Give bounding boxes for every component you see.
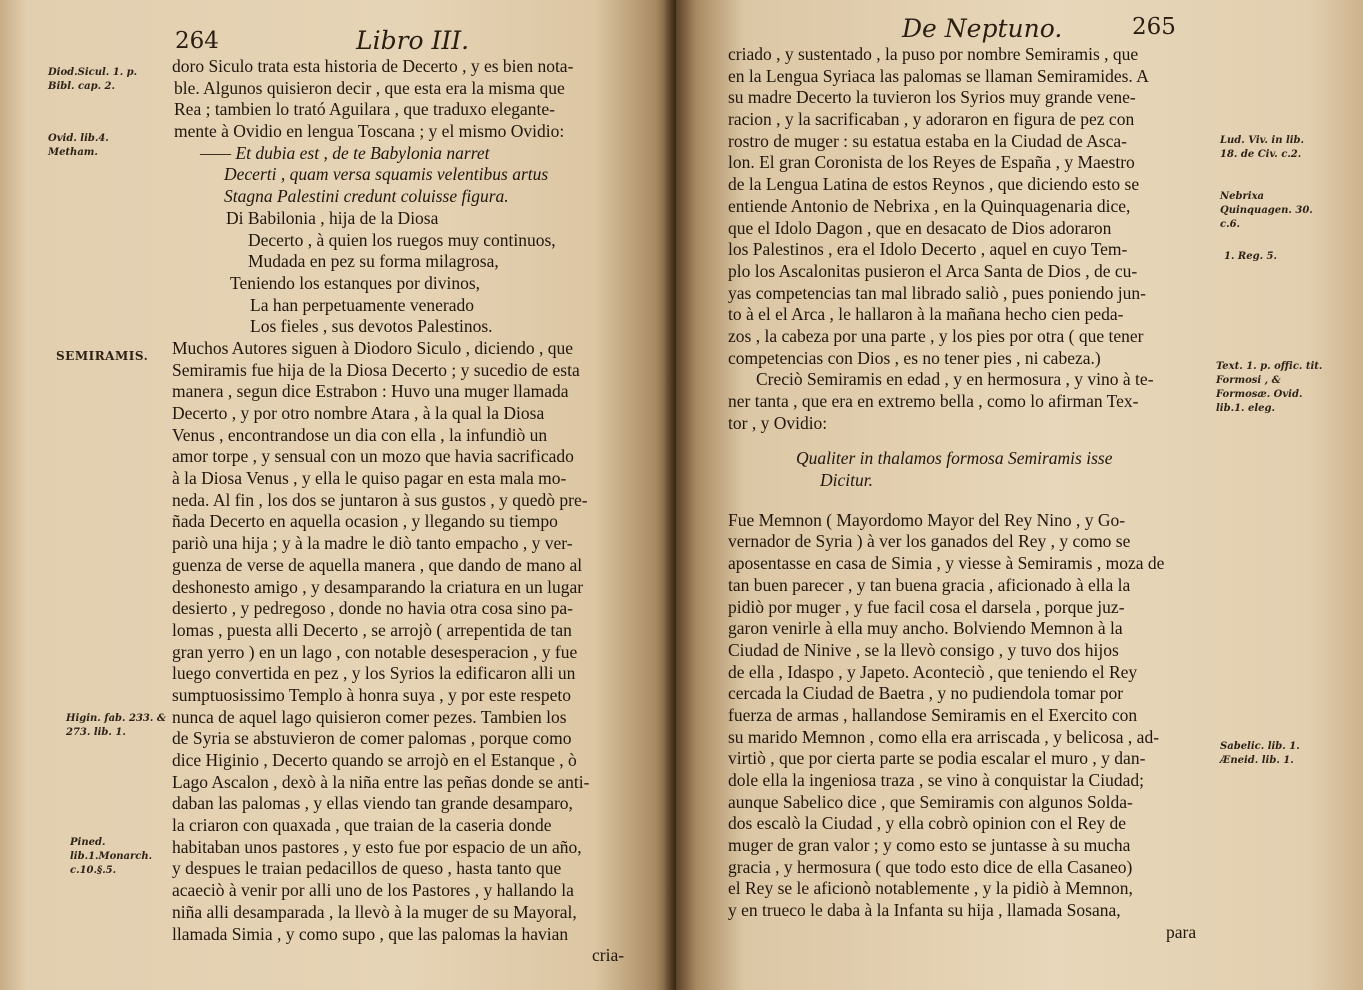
margin-note: Higin. fab. 233. & 273. lib. 1. [66,713,166,738]
text-line: competencias con Dios , es no tener pies , ni cabeza.) [728,347,1101,368]
text-line: su madre Decerto la tuvieron los Syrios muy grande vene- [728,87,1136,108]
margin-note: Nebrixa Quinquagen. 30. c.6. [1220,191,1313,230]
text-line: Fue Memnon ( Mayordomo Mayor del Rey Nino , y Go- [728,509,1126,530]
right-page-text [728,44,1196,944]
text-line: vernador de Syria ) à ver los ganados del Rey , y como se [728,531,1131,552]
margin-note: Diod.Sicul. 1. p. Bibl. cap. 2. [48,67,138,92]
text-line: aunque Sabelico dice , que Semiramis con algunos Solda- [728,791,1133,812]
text-line: pidiò por muger , y fue facil cosa el darsela , porque juz- [728,596,1125,617]
text-line: en la Lengua Syriaca las palomas se llaman Semiramides. A [728,65,1149,86]
text-line: ner tanta , que era en extremo bella , como lo afirman Tex- [728,391,1139,411]
verse-line: Stagna Palestini credunt coluisse figura. [224,186,509,207]
text-line: desierto , y pedregoso , donde no havia otra cosa sino pa- [172,598,573,619]
text-line: habitaban unos pastores , y esto fue por espacio de un año, [172,836,582,857]
text-line: de la Lengua Latina de estos Reynos , que diciendo esto se [728,174,1140,195]
verse-line: Mudada en pez su forma milagrosa, [248,251,499,272]
text-line: de ella , Idaspo , y Japeto. Aconteciò , que teniendo el Rey [728,661,1138,682]
text-line: llamada Simia , y como supo , que las palomas la havian [172,923,569,944]
text-line: entiende Antonio de Nebrixa , en la Quinquagenaria dice, [728,195,1131,216]
text-line: yas competencias tan mal librado saliò , pues poniendo jun- [728,282,1146,303]
margin-note: Pined. lib.1.Monarch. c.10.§.5. [70,837,153,876]
catchword: para [1166,921,1197,942]
text-line: plo los Ascalonitas pusieron el Arca Santa de Dios , de cu- [728,260,1138,281]
left-page-text [172,56,624,967]
text-line: acaeciò à venir por alli uno de los Pastores , y hallando la [172,880,574,901]
margin-note: Ovid. lib.4. Metham. [48,133,109,158]
verse-line: La han perpetuamente venerado [250,294,474,315]
text-line: Semiramis fue hija de la Diosa Decerto ; y sucedio de esta [172,359,580,380]
text-line: mente à Ovidio en lengua Toscana ; y el mismo Ovidio: [174,121,565,142]
text-line: Venus , encontrandose un dia con ella , la infundiò un [172,424,548,445]
margin-heading: SEMIRAMIS. [56,349,149,363]
text-line: su marido Memnon , como ella era arriscada , y belicosa , ad- [728,726,1160,747]
verse-line: Decerti , quam versa squamis velentibus artus [224,164,549,185]
text-line: doro Siculo trata esta historia de Decerto , y es bien nota- [172,56,574,76]
text-line: ñada Decerto en aquella ocasion , y llegando su tiempo [172,511,558,532]
text-line: Creciò Semiramis en edad , y en hermosura , y vino à te- [756,369,1154,390]
text-line: Decerto , y por otro nombre Atara , à la qual la Diosa [172,403,545,423]
text-line: Ciudad de Ninive , se la llevò consigo , y tuvo dos hijos [728,639,1119,660]
text-line: virtiò , que por cierta parte se podia escalar el muro , y dan- [728,748,1146,769]
text-line: cercada la Ciudad de Baetra , y no pudiendola tomar por [728,683,1124,704]
text-line: guenza de verse de aquella manera , que dando de mano al [172,554,583,575]
text-line: manera , segun dice Estrabon : Huvo una muger llamada [172,381,569,402]
text-line: dole ella la ingeniosa traza , se vino à conquistar la Ciudad; [728,770,1144,790]
text-line: rostro de muger : su estatua estaba en la Ciudad de Asca- [728,130,1127,151]
text-line: Rea ; tambien lo trató Aguilara , que traduxo elegante- [174,99,555,120]
text-line: que el Idolo Dagon , que en desacato de Dios adoraron [728,217,1112,238]
text-line: y en trueco le daba à la Infanta su hija , llamada Sosana, [728,900,1121,921]
text-line: to à el el Arca , le hallaron à la mañana hecho cien peda- [728,304,1124,325]
text-line: los Palestinos , era el Idolo Decerto , aquel en cuyo Tem- [728,239,1128,260]
left-page-number: 264 [175,28,219,54]
text-line: garon venirle à ella muy ancho. Bolviendo Memnon à la [728,618,1123,639]
text-line: ble. Algunos quisieron decir , que esta era la misma que [174,77,565,98]
text-line: criado , y sustentado , la puso por nombre Semiramis , que [728,44,1139,64]
margin-note: Sabelic. lib. 1. Æneid. lib. 1. [1220,741,1300,766]
text-line: la criaron con quaxada , que traian de la caseria donde [172,815,552,836]
margin-note: Text. 1. p. offic. tit. Formosi , & Formosæ. Ovid. lib.1. eleg. [1216,361,1323,414]
verse-line: —— Et dubia est , de te Babylonia narret [200,142,490,163]
text-line: luego convertida en pez , y los Syrios la edificaron alli un [172,663,576,684]
text-line: dos escalò la Ciudad , y ella cobrò opinion con el Rey de [728,813,1127,834]
verse-line: Qualiter in thalamos formosa Semiramis isse [796,448,1113,469]
right-page [676,0,1363,990]
verse-line: Decerto , à quien los ruegos muy continuos, [248,229,556,250]
text-line: el Rey se le aficionò notablemente , y la pidiò à Memnon, [728,878,1133,899]
text-line: lomas , puesta alli Decerto , se arrojò ( arrepentida de tan [172,619,572,640]
text-line: neda. Al fin , los dos se juntaron à sus gustos , y quedò pre- [172,489,588,510]
text-line: sumptuosissimo Templo à honra suya , y por este respeto [172,684,571,705]
text-line: pariò una hija ; y à la madre le diò tanto empacho , y ver- [172,533,573,554]
verse-line: Teniendo los estanques por divinos, [230,272,481,293]
catchword: cria- [592,945,625,966]
margin-note: 1. Reg. 5. [1224,251,1277,262]
right-running-head: De Neptuno. [902,14,1063,43]
text-line: amor torpe , y sensual con un mozo que havia sacrificado [172,446,574,467]
text-line: daban las palomas , y ellas viendo tan grande desamparo, [172,793,573,814]
text-line: racion , y la sacrificaban , y adoraron en figura de pez con [728,109,1135,130]
text-line: tan buen parecer , y tan buena gracia , aficionado à ella la [728,574,1131,595]
text-line: y despues le traian pedacillos de queso , hasta tanto que [172,858,562,879]
text-line: nunca de aquel lago quisieron comer pezes. Tambien los [172,706,567,727]
left-running-head: Libro III. [356,26,470,55]
verse-line: Los fieles , sus devotos Palestinos. [250,316,493,337]
text-line: deshonesto amigo , y desamparando la criatura en un lugar [172,576,584,597]
margin-note: Lud. Viv. in lib. 18. de Civ. c.2. [1220,135,1305,160]
text-line: dice Higinio , Decerto quando se arrojò en el Estanque , ò [172,750,577,770]
text-line: muger de gran valor ; y como esto se juntasse à su mucha [728,835,1131,856]
text-line: Lago Ascalon , dexò à la niña entre las peñas donde se anti- [172,771,590,792]
text-line: à la Diosa Venus , y ella le quiso pagar en esta mala mo- [172,468,567,489]
text-line: lon. El gran Coronista de los Reyes de España , y Maestro [728,152,1135,173]
text-line: gracia , y hermosura ( que todo esto dice de ella Casaneo) [728,856,1133,877]
text-line: fuerza de armas , hallandose Semiramis en el Exercito con [728,704,1138,725]
text-line: niña alli desamparada , la llevò à la muger de su Mayoral, [172,901,577,922]
right-page-number: 265 [1132,14,1176,40]
text-line: gran yerro ) en un lago , con notable desesperacion , y fue [172,641,578,662]
text-line: tor , y Ovidio: [728,412,828,433]
text-line: aposentasse en casa de Simia , y viesse à Semiramis , moza de [728,553,1165,574]
verse-line: Di Babilonia , hija de la Diosa [226,207,439,228]
text-line: zos , la cabeza por una parte , y los pies por otra ( que tener [728,325,1144,346]
text-line: Muchos Autores siguen à Diodoro Siculo , diciendo , que [172,337,573,358]
text-line: de Syria se abstuvieron de comer palomas , porque como [172,728,572,749]
left-page [0,0,676,990]
verse-line: Dicitur. [820,470,873,491]
